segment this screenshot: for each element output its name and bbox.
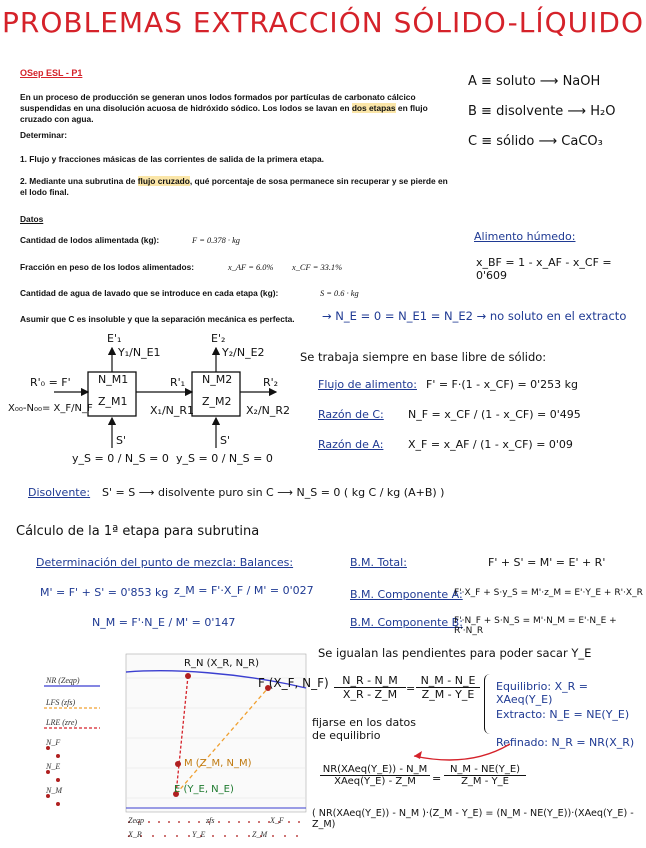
big-num2: N_M - NE(Y_E) — [444, 764, 526, 776]
stream-ys1: y_S = 0 / N_S = 0 — [72, 452, 169, 465]
libre-note: Se trabaja siempre en base libre de sólido: — [300, 350, 547, 364]
stream-e2: E'₂ — [211, 332, 226, 345]
q2-text: 2. Mediante una subrutina de — [20, 176, 136, 186]
q2-highlight: flujo cruzado — [137, 176, 190, 186]
stream-s1: S' — [116, 434, 127, 447]
datos-row2-label: Fracción en peso de los lodos alimentados: — [20, 262, 195, 272]
stage1-top: N_M1 — [98, 373, 129, 386]
datos-heading: Datos — [20, 214, 44, 224]
fijarse-note: fijarse en los datos de equilibrio — [312, 716, 416, 742]
bottom-xr: X_R — [128, 830, 142, 839]
stream-r2: R'₂ — [263, 376, 279, 389]
statement-end: en flujo cruzado con agua. — [20, 103, 428, 124]
alimento-eq: x_BF = 1 - x_AF - x_CF = 0'609 — [476, 256, 612, 282]
razonA-label: Razón de A: — [318, 438, 384, 451]
statement-highlight: dos etapas — [351, 103, 396, 113]
component-a: A ≡ soluto ⟶ NaOH — [468, 74, 601, 89]
legend-nf: N_F — [46, 738, 61, 747]
legend-ne: N_E — [46, 762, 61, 771]
bm-total-eq: F' + S' = M' = E' + R' — [488, 556, 606, 569]
flujo-label: Flujo de alimento: — [318, 378, 417, 391]
legend-lre: LRE (zre) — [46, 718, 78, 727]
page-title: PROBLEMAS EXTRACCIÓN SÓLIDO-LÍQUIDO — [2, 6, 644, 39]
point-r — [185, 673, 191, 679]
determinar-heading: Determinar: — [20, 130, 68, 140]
legend-nr: NR (Zeqp) — [46, 676, 80, 685]
bm-total-label: B.M. Total: — [350, 556, 407, 569]
stage1-bot: Z_M1 — [98, 395, 128, 408]
label-e: E (Y_E, N_E) — [174, 784, 234, 795]
legend-lfs: LFS (zfs) — [46, 698, 76, 707]
label-f: F (X_F, N_F) — [258, 676, 329, 690]
calculo-heading: Cálculo de la 1ª etapa para subrutina — [16, 524, 260, 539]
datos-row1-label: Cantidad de lodos alimentada (kg): — [20, 235, 160, 245]
bmB-eq: F'·N_F + S·N_S = M'·N_M = E'·N_E + R'·N_R — [454, 616, 617, 636]
datos-row3-label: Cantidad de agua de lavado que se introduce en cada etapa (kg): — [20, 288, 279, 298]
stage2-bot: Z_M2 — [202, 395, 232, 408]
flujo-eq: F' = F·(1 - x_CF) = 0'253 kg — [426, 378, 579, 391]
x-right: X_F — [270, 816, 284, 825]
bmA-eq: F'·X_F + S·y_S = M'·z_M = E'·Y_E + R'·X_R — [454, 588, 643, 598]
x-left: Zeqp — [128, 816, 144, 825]
bmB-label: B.M. Componente B: — [350, 616, 463, 629]
datos-row4-note: → N_E = 0 = N_E1 = N_E2 → no soluto en el extracto — [322, 309, 627, 323]
zm-eq: z_M = F'·X_F / M' = 0'027 — [174, 584, 314, 597]
statement-text: En un proceso de producción se generan unos lodos formados por partículas de carbonato cálcico suspendidas en una disolución acuosa de hidróxido sódico. Los lodos se lavan en — [20, 92, 416, 113]
stream-x0: X₀₀-N₀₀= X_F/N_F — [8, 403, 93, 414]
razonA-eq: X_F = x_AF / (1 - x_CF) = 0'09 — [408, 438, 573, 451]
razonC-label: Razón de C: — [318, 408, 384, 421]
stream-y1: Y₁/N_E1 — [118, 346, 161, 359]
component-c: C ≡ sólido ⟶ CaCO₃ — [468, 134, 603, 149]
datos-row3-value: S = 0.6 · kg — [320, 289, 359, 298]
bottom-ye: Y_E — [192, 830, 206, 839]
question-1: 1. Flujo y fracciones másicas de las corrientes de salida de la primera etapa. — [20, 154, 324, 164]
label-m: M (Z_M, N_M) — [184, 758, 252, 769]
mezcla-label: Determinación del punto de mezcla: Balances: — [36, 556, 294, 569]
equals-sign: = — [406, 682, 416, 695]
problem-id: OSep ESL - P1 — [20, 68, 83, 78]
equals-sign-2: = — [432, 772, 442, 785]
stream-ys2: y_S = 0 / N_S = 0 — [176, 452, 273, 465]
question-2 — [20, 176, 450, 198]
datos-row1-value: F = 0.378 · kg — [192, 236, 240, 245]
pendientes-note: Se igualan las pendientes para poder sacar Y_E — [318, 646, 592, 660]
big-den2: Z_M - Y_E — [461, 776, 509, 787]
q2-text-end: , qué porcentaje de sosa permanece sin recuperar y se pierde en el lodo final. — [20, 176, 448, 197]
final-eq: ( NR(XAeq(Y_E)) - N_M )·(Z_M - Y_E) = (N_M - NE(Y_E))·(XAeq(Y_E) - Z_M) — [312, 808, 634, 830]
big-frac-1 — [320, 764, 430, 787]
disolvente-eq: S' = S ⟶ disolvente puro sin C ⟶ N_S = 0 ( kg C / kg (A+B) ) — [102, 486, 445, 499]
stream-x1: X₁/N_R1 — [150, 404, 195, 417]
legend-nm: N_M — [46, 786, 62, 795]
datos-row2-v2: x_CF = 33.1% — [292, 263, 343, 272]
equilibrio-eq: Equilibrio: X_R = XAeq(Y_E) — [496, 680, 588, 706]
slope-frac-1 — [334, 674, 406, 701]
label-r: R_N (X_R, N_R) — [184, 658, 259, 669]
slope-den2: Z_M - Y_E — [421, 688, 475, 701]
red-arrow — [400, 742, 520, 766]
x-mid: zfs — [206, 816, 215, 825]
stream-x2: X₂/N_R2 — [246, 404, 291, 417]
bottom-zm: Z_M — [252, 830, 268, 839]
problem-statement — [20, 92, 452, 125]
slope-frac-2 — [416, 674, 480, 701]
stream-r1: R'₁ — [170, 376, 186, 389]
big-num: NR(XAeq(Y_E)) - N_M — [320, 764, 430, 776]
refinado-eq: Refinado: N_R = NR(X_R) — [496, 736, 635, 749]
stream-y2: Y₂/N_E2 — [222, 346, 265, 359]
disolvente-label: Disolvente: — [28, 486, 91, 499]
alimento-title: Alimento húmedo: — [474, 230, 576, 243]
slope-num: N_R - N_M — [334, 674, 406, 688]
m-eq: M' = F' + S' = 0'853 kg — [40, 586, 169, 599]
stage2-top: N_M2 — [202, 373, 233, 386]
datos-row4-label: Asumir que C es insoluble y que la separación mecánica es perfecta. — [20, 314, 295, 324]
point-m — [175, 761, 181, 767]
extracto-eq: Extracto: N_E = NE(Y_E) — [496, 708, 630, 721]
big-den: XAeq(Y_E) - Z_M — [334, 776, 416, 787]
nm-eq: N_M = F'·N_E / M' = 0'147 — [92, 616, 236, 629]
slope-den: X_R - Z_M — [342, 688, 398, 701]
bmA-label: B.M. Componente A: — [350, 588, 463, 601]
brace — [484, 674, 493, 734]
datos-row2-v1: x_AF = 6.0% — [228, 263, 274, 272]
razonC-eq: N_F = x_CF / (1 - x_CF) = 0'495 — [408, 408, 581, 421]
big-frac-2 — [444, 764, 526, 787]
slope-num2: N_M - N_E — [416, 674, 480, 688]
stream-e1: E'₁ — [107, 332, 122, 345]
component-b: B ≡ disolvente ⟶ H₂O — [468, 104, 616, 119]
stream-r0: R'₀ = F' — [30, 376, 71, 389]
stream-s2: S' — [220, 434, 231, 447]
